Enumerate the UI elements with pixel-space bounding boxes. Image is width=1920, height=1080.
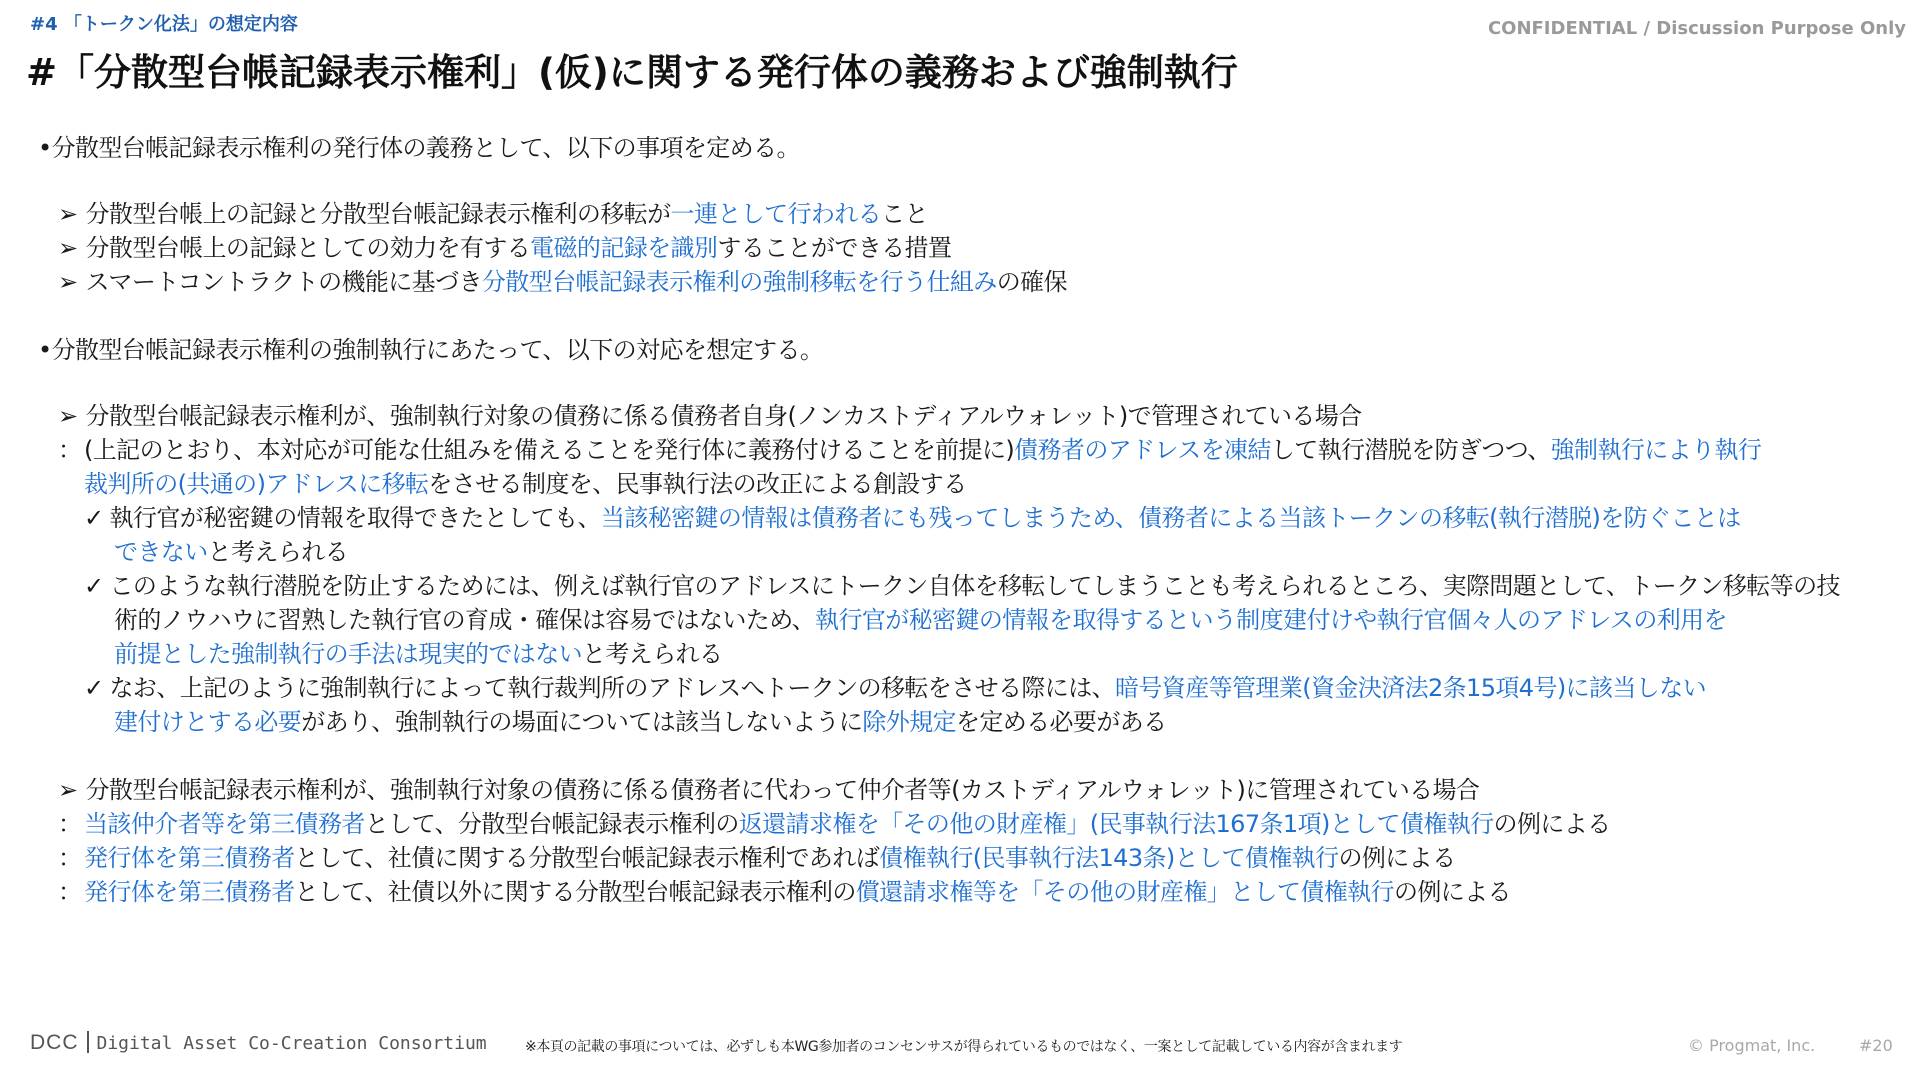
text: なお、上記のように強制執行によって執行裁判所のアドレスへトークンの移転をさせる際には、: [109, 674, 1115, 702]
highlight-text: 償還請求権等を「その他の財産権」として債権執行: [855, 878, 1394, 906]
text: 分散型台帳上の記録と分散型台帳記録表示権利の移転が: [85, 200, 671, 228]
colon-item: [58, 875, 1511, 909]
check-item-continued: [114, 535, 348, 569]
text: 分散型台帳記録表示権利が、強制執行対象の債務に係る債務者自身(ノンカストディアルウォレット)で管理されている場合: [85, 402, 1362, 430]
text: の例による: [1493, 810, 1611, 838]
highlight-text: 裁判所の(共通の)アドレスに移転: [84, 470, 429, 498]
check-item: [84, 569, 1840, 603]
arrow-marker: ➢: [58, 776, 78, 804]
colon-item-continued: [84, 467, 967, 501]
check-item-continued: [114, 705, 1167, 739]
check-item-continued: [114, 603, 1727, 637]
arrow-item: [58, 231, 951, 265]
highlight-text: 返還請求権を「その他の財産権」(民事執行法167条1項)として債権執行: [738, 810, 1494, 838]
text: このような執行潜脱を防止するためには、例えば執行官のアドレスにトークン自体を移転してしまうことも考えられるところ、実際問題として、トークン移転等の技: [109, 572, 1840, 600]
arrow-marker: ➢: [58, 268, 78, 296]
colon-marker: ：: [58, 436, 82, 464]
highlight-text: 発行体を第三債務者: [84, 844, 295, 872]
text: の例による: [1338, 844, 1456, 872]
colon-marker: ：: [58, 810, 82, 838]
check-item-continued: [114, 637, 722, 671]
arrow-marker: ➢: [58, 234, 78, 262]
highlight-text: 分散型台帳記録表示権利の強制移転を行う仕組み: [481, 268, 997, 296]
text: の確保: [996, 268, 1067, 296]
text: と考えられる: [582, 640, 723, 668]
highlight-text: 当該仲介者等を第三債務者: [84, 810, 365, 838]
check-item: [84, 671, 1706, 705]
arrow-item: [58, 197, 928, 231]
arrow-item: [58, 265, 1067, 299]
colon-marker: ：: [58, 844, 82, 872]
text: スマートコントラクトの機能に基づき: [85, 268, 482, 296]
confidential-label: CONFIDENTIAL / Discussion Purpose Only: [1487, 18, 1906, 39]
highlight-text: 建付けとする必要: [114, 708, 302, 736]
text: と考えられる: [207, 538, 349, 566]
section-tag: #4 「トークン化法」の想定内容: [30, 14, 298, 35]
highlight-text: 暗号資産等管理業(資金決済法2条15項4号)に該当しない: [1115, 674, 1707, 702]
colon-marker: ：: [58, 878, 82, 906]
page-number: #20: [1859, 1036, 1893, 1055]
check-icon: ✓: [84, 674, 104, 702]
colon-item: [58, 807, 1611, 841]
arrow-marker: ➢: [58, 200, 78, 228]
highlight-text: 除外規定: [862, 708, 956, 736]
page-title: #「分散型台帳記録表示権利」(仮)に関する発行体の義務および強制執行: [26, 51, 1238, 94]
text: こと: [881, 200, 928, 228]
logo-divider: [87, 1031, 89, 1053]
highlight-text: 債務者のアドレスを凍結: [1014, 436, 1271, 464]
text: を定める必要がある: [955, 708, 1167, 736]
highlight-text: 執行官が秘密鍵の情報を取得するという制度建付けや執行官個々人のアドレスの利用を: [815, 606, 1727, 634]
bullet-marker: •: [38, 134, 52, 162]
text: して執行潜脱を防ぎつつ、: [1270, 436, 1551, 464]
text: (上記のとおり、本対応が可能な仕組みを備えることを発行体に義務付けることを前提に): [84, 436, 1015, 464]
colon-item: [58, 433, 1761, 467]
highlight-text: 強制執行により執行: [1550, 436, 1762, 464]
highlight-text: 電磁的記録を識別: [530, 234, 718, 262]
bullet-text: 分散型台帳記録表示権利の発行体の義務として、以下の事項を定める。: [51, 134, 800, 162]
footer-logo: [30, 1031, 487, 1055]
arrow-item: [58, 399, 1362, 433]
bullet-text: 分散型台帳記録表示権利の強制執行にあたって、以下の対応を想定する。: [51, 336, 824, 364]
highlight-text: 前提とした強制執行の手法は現実的ではない: [114, 640, 582, 668]
check-icon: ✓: [84, 572, 104, 600]
text: することができる措置: [717, 234, 952, 262]
bullet-item: [38, 131, 800, 165]
copyright: © Progmat, Inc.: [1688, 1036, 1816, 1055]
highlight-text: 債権執行(民事執行法143条)として債権執行: [879, 844, 1339, 872]
text: として、社債に関する分散型台帳記録表示権利であれば: [294, 844, 880, 872]
text: 分散型台帳上の記録としての効力を有する: [85, 234, 531, 262]
highlight-text: 発行体を第三債務者: [84, 878, 295, 906]
text: があり、強制執行の場面については該当しないように: [301, 708, 863, 736]
logo-name: Digital Asset Co-Creation Consortium: [96, 1033, 487, 1054]
logo-abbr: DCC: [30, 1031, 79, 1054]
text: 分散型台帳記録表示権利が、強制執行対象の債務に係る債務者に代わって仲介者等(カストディアルウォレット)に管理されている場合: [85, 776, 1480, 804]
arrow-item: [58, 773, 1479, 807]
highlight-text: 当該秘密鍵の情報は債務者にも残ってしまうため、債務者による当該トークンの移転(執行潜脱)を防ぐことは: [600, 504, 1741, 532]
text: として、社債以外に関する分散型台帳記録表示権利の: [294, 878, 856, 906]
highlight-text: 一連として行われる: [670, 200, 882, 228]
colon-item: [58, 841, 1455, 875]
text: として、分散型台帳記録表示権利の: [364, 810, 739, 838]
arrow-marker: ➢: [58, 402, 78, 430]
check-icon: ✓: [84, 504, 104, 532]
highlight-text: できない: [114, 538, 208, 566]
bullet-marker: •: [38, 336, 52, 364]
bullet-item: [38, 333, 823, 367]
footer-note: ※本頁の記載の事項については、必ずしも本WG参加者のコンセンサスが得られているものではなく、一案として記載している内容が含まれます: [525, 1039, 1403, 1055]
text: をさせる制度を、民事執行法の改正による創設する: [428, 470, 967, 498]
text: 術的ノウハウに習熟した執行官の育成・確保は容易ではないため、: [114, 606, 816, 634]
text: 執行官が秘密鍵の情報を取得できたとしても、: [109, 504, 601, 532]
check-item: [84, 501, 1741, 535]
text: の例による: [1393, 878, 1511, 906]
